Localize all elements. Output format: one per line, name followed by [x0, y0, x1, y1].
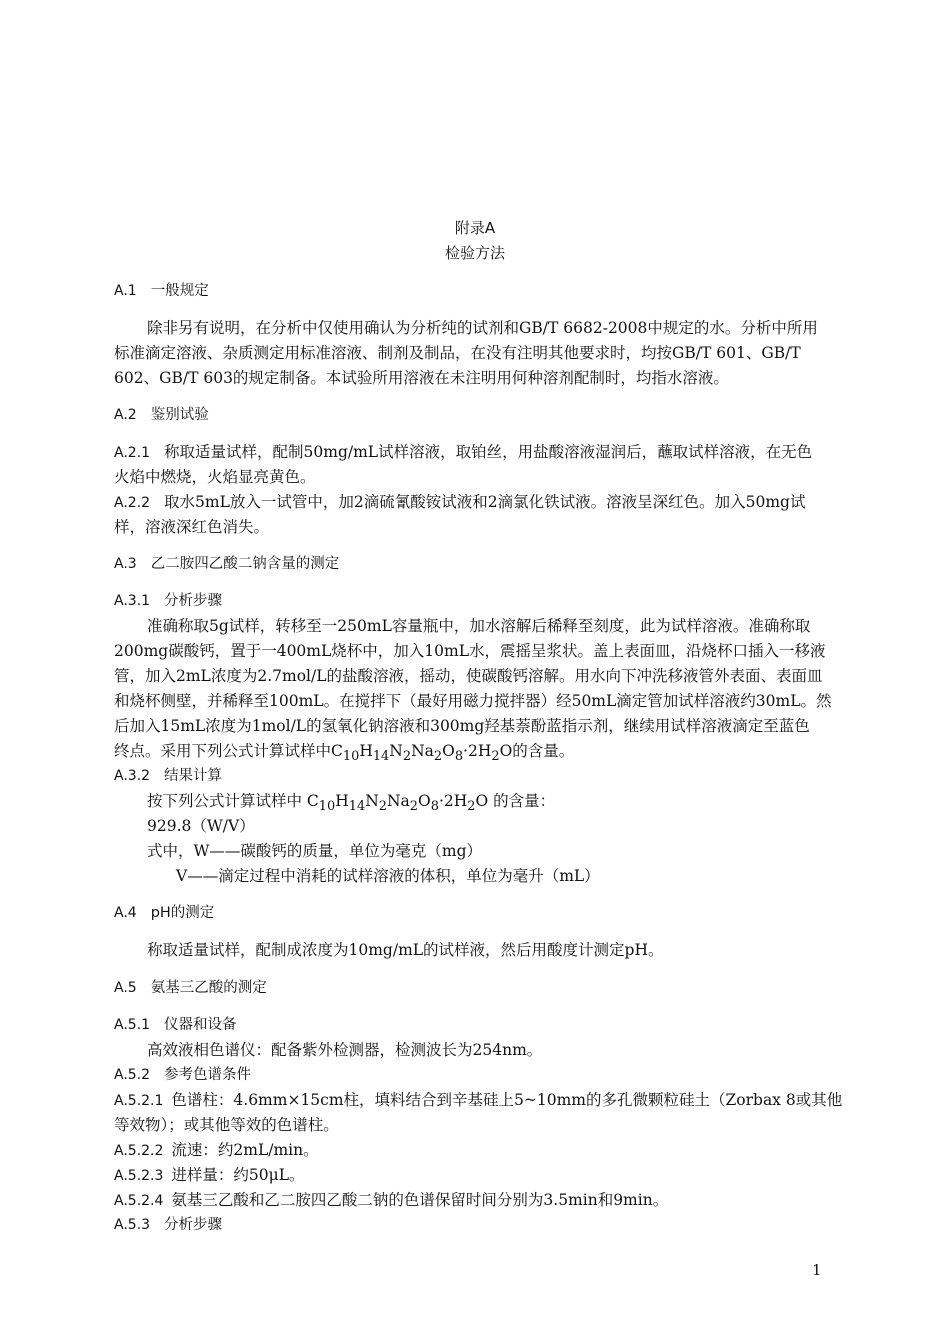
clause-a522-line	[114, 1140, 319, 1161]
section-title: 氨基三乙酸的测定	[150, 980, 267, 996]
subsection-number: A.5.1	[114, 1017, 151, 1033]
clause-a21-line	[114, 442, 812, 463]
clause-text: 取水5mL放入一试管中，加2滴硫氰酸铵试液和2滴氯化铁试液。溶液呈深红色。加入50mg试	[164, 493, 806, 511]
clause-number: A.5.2.2	[114, 1143, 164, 1159]
paragraph-line: 标准滴定溶液、杂质测定用标准溶液、制剂及制品，在没有注明其他要求时，均按GB/T 601、GB/T	[114, 344, 801, 362]
paragraph-line: 管，加入2mL浓度为2.7mol/L的盐酸溶液，摇动，使碳酸钙溶解。用水向下冲洗移液管外表面、表面皿	[114, 667, 823, 685]
clause-number: A.5.2.3	[114, 1168, 164, 1184]
clause-a523-line	[114, 1165, 305, 1186]
section-a1-heading	[114, 281, 209, 301]
section-number: A.5	[114, 980, 137, 996]
variable-definition-w: 式中，W——碳酸钙的质量，单位为毫克（mg）	[147, 842, 483, 860]
appendix-title: 检验方法	[444, 244, 505, 262]
clause-text: 称取适量试样，配制50mg/mL试样溶液，取铂丝，用盐酸溶液湿润后，蘸取试样溶液，在无色	[164, 443, 813, 461]
page-number: 1	[812, 1261, 822, 1279]
formula-part: 10	[318, 799, 336, 815]
formula-intro-line	[147, 791, 555, 817]
formula-part: 14	[372, 749, 390, 765]
result-expression: 929.8（W/V）	[147, 817, 255, 835]
formula-part: 8	[454, 749, 464, 765]
appendix-label: 附录A	[454, 219, 496, 237]
formula-part: 2	[409, 799, 419, 815]
formula-part: 2	[378, 799, 387, 815]
section-number: A.2	[114, 407, 137, 423]
section-title: 乙二胺四乙酸二钠含量的测定	[150, 556, 340, 572]
text-run: 按下列公式计算试样中 C	[147, 792, 319, 810]
paragraph-line: 样，溶液深红色消失。	[114, 518, 270, 536]
subsection-number: A.3.2	[114, 768, 151, 784]
subsection-number: A.3.1	[114, 593, 151, 609]
clause-number: A.2.1	[114, 445, 151, 461]
formula-part: ·2H	[438, 792, 468, 810]
variable-definition-v: V——滴定过程中消耗的试样溶液的体积，单位为毫升（mL）	[176, 867, 600, 885]
clause-text: 氨基三乙酸和乙二胺四乙酸二钠的色谱保留时间分别为3.5min和9min。	[171, 1191, 669, 1209]
formula-part: 2	[467, 799, 476, 815]
formula-part: 2	[433, 749, 443, 765]
chemical-formula	[318, 792, 489, 815]
formula-part: O	[499, 742, 513, 760]
clause-text: 流速：约2mL/min。	[171, 1141, 319, 1159]
formula-part: O	[475, 792, 489, 810]
section-number: A.1	[114, 283, 137, 299]
section-number: A.3	[114, 556, 137, 572]
paragraph-line: 和烧杯侧壁，并稀释至100mL。在搅拌下（最好用磁力搅拌器）经50mL滴定管加试样溶液约30mL。然	[114, 692, 832, 710]
formula-part: O	[442, 742, 455, 760]
text-run: 的含量。	[512, 742, 575, 760]
paragraph-line: 除非另有说明，在分析中仅使用确认为分析纯的试剂和GB/T 6682-2008中规定的水。分析中所用	[147, 319, 818, 337]
subsection-title: 结果计算	[164, 768, 223, 784]
subsection-number: A.5.3	[114, 1217, 151, 1233]
paragraph-line: 200mg碳酸钙，置于一400mL烧杯中，加入10mL水，震摇呈浆状。盖上表面皿，沿烧杯口插入一移液	[114, 642, 826, 660]
section-title: pH的测定	[150, 905, 215, 921]
clause-number: A.5.2.4	[114, 1193, 164, 1209]
formula-part: H	[359, 742, 373, 760]
formula-part: Na	[411, 742, 434, 760]
subsection-title: 分析步骤	[164, 1217, 223, 1233]
section-a3-heading	[114, 554, 339, 574]
formula-part: N	[365, 792, 379, 810]
clause-a524-line	[114, 1190, 668, 1211]
text-run: 终点。采用下列公式计算试样中C	[114, 742, 343, 760]
formula-part: 2	[402, 749, 412, 765]
formula-part: H	[335, 792, 349, 810]
subsection-number: A.5.2	[114, 1067, 151, 1083]
clause-number: A.2.2	[114, 495, 151, 511]
chemical-formula	[342, 742, 513, 765]
formula-part: ·2H	[463, 742, 492, 760]
section-a4-heading	[114, 903, 214, 923]
clause-number: A.5.2.1	[114, 1093, 164, 1109]
formula-part: O	[418, 792, 431, 810]
formula-part: 10	[342, 749, 360, 765]
subsection-a52-heading	[114, 1065, 251, 1085]
subsection-title: 分析步骤	[164, 593, 223, 609]
subsection-a53-heading	[114, 1215, 222, 1235]
paragraph-line: 高效液相色谱仪：配备紫外检测器，检测波长为254nm。	[147, 1041, 543, 1059]
formula-part: 2	[491, 749, 500, 765]
formula-part: Na	[386, 792, 410, 810]
section-a5-heading	[114, 978, 267, 998]
formula-part: 14	[348, 799, 366, 815]
subsection-a32-heading	[114, 766, 222, 786]
subsection-title: 仪器和设备	[164, 1017, 237, 1033]
clause-a22-line	[114, 492, 805, 513]
section-a2-heading	[114, 405, 209, 425]
clause-text: 进样量：约50μL。	[171, 1166, 305, 1184]
formula-part: N	[389, 742, 403, 760]
subsection-title: 参考色谱条件	[164, 1067, 252, 1083]
paragraph-line: 等效物）；或其他等效的色谱柱。	[114, 1116, 339, 1134]
formula-part: 8	[430, 799, 439, 815]
section-title: 鉴别试验	[150, 407, 209, 423]
subsection-a51-heading	[114, 1015, 237, 1035]
paragraph-line: 称取适量试样，配制成浓度为10mg/mL的试样液，然后用酸度计测定pH。	[147, 941, 664, 959]
paragraph-line	[114, 741, 574, 767]
subsection-a31-heading	[114, 591, 222, 611]
paragraph-line: 后加入15mL浓度为1mol/L的氢氧化钠溶液和300mg羟基萘酚蓝指示剂，继续用试样溶液滴定至蓝色	[114, 717, 810, 735]
clause-a521-line	[114, 1090, 842, 1111]
paragraph-line: 火焰中燃烧，火焰显亮黄色。	[114, 468, 316, 486]
paragraph-line: 602、GB/T 603的规定制备。本试验所用溶液在未注明用何种溶剂配制时，均指水溶液。	[114, 369, 729, 387]
text-run: 的含量：	[488, 792, 556, 810]
clause-text: 色谱柱：4.6mm×15cm柱，填料结合到辛基硅上5~10mm的多孔微颗粒硅土（Zorbax 8或其他	[171, 1091, 843, 1109]
paragraph-line: 准确称取5g试样，转移至一250mL容量瓶中，加水溶解后稀释至刻度，此为试样溶液。准确称取	[147, 617, 811, 635]
section-number: A.4	[114, 905, 137, 921]
section-title: 一般规定	[150, 283, 209, 299]
